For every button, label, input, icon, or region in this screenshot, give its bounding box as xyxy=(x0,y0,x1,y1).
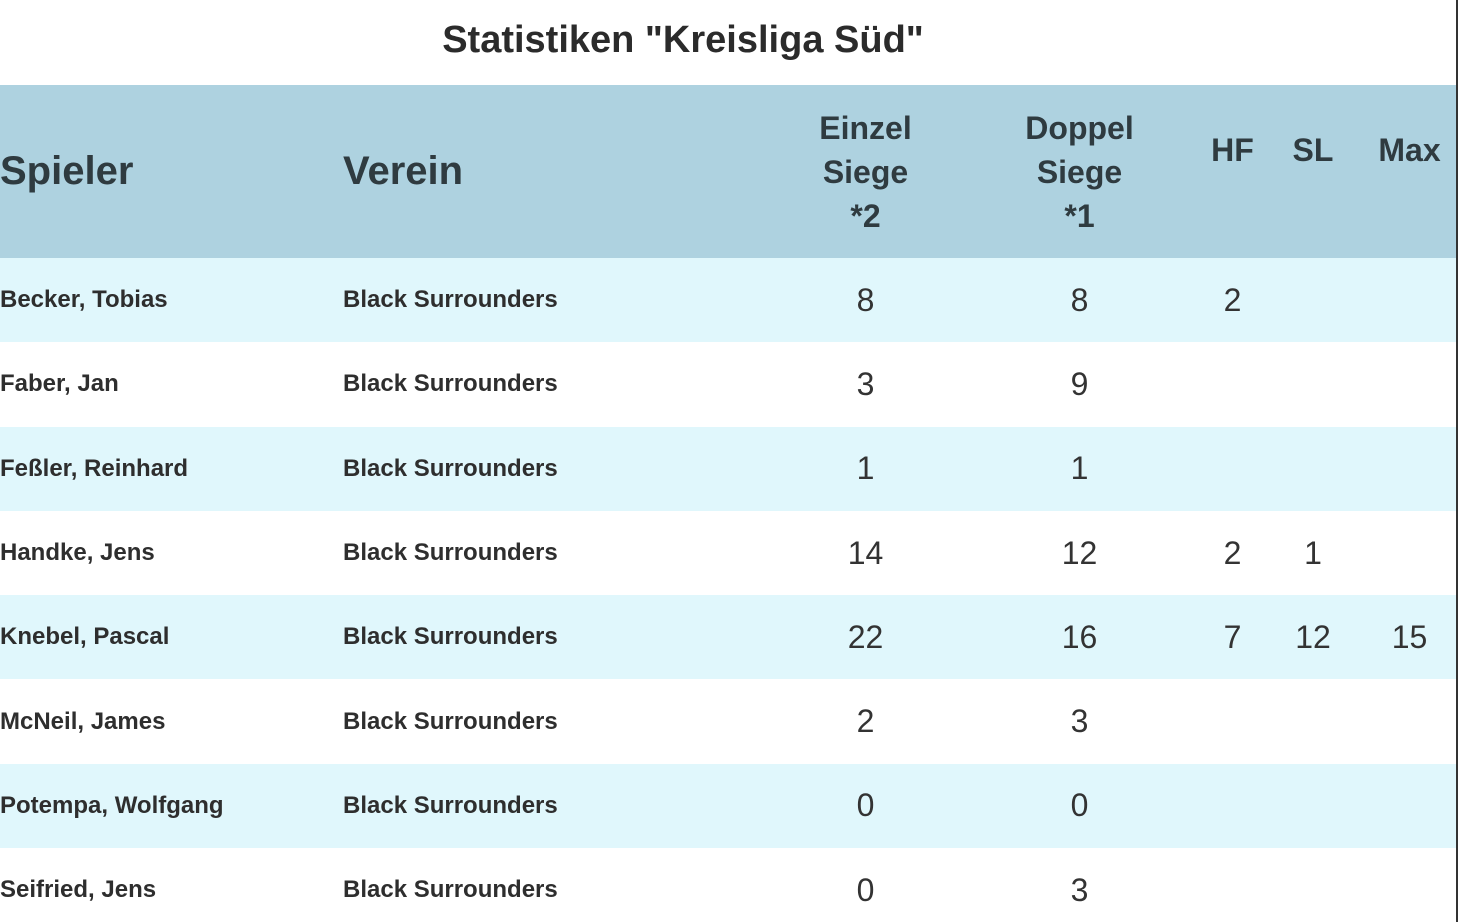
cell-einzel: 8 xyxy=(856,281,875,318)
cell-spieler: Knebel, Pascal xyxy=(0,623,170,651)
cell-max xyxy=(1362,342,1457,426)
table-row xyxy=(0,511,1457,595)
header-spieler[interactable]: Spieler xyxy=(0,149,134,193)
cell-hf xyxy=(1201,764,1264,848)
cell-einzel: 0 xyxy=(856,871,875,908)
cell-verein: Black Surrounders xyxy=(343,370,558,398)
cell-doppel: 16 xyxy=(1061,618,1098,655)
header-doppel-line-2: Siege xyxy=(1036,153,1123,190)
cell-spieler: Seifried, Jens xyxy=(0,876,157,904)
cell-doppel: 9 xyxy=(1070,365,1089,402)
header-max[interactable]: Max xyxy=(1378,132,1441,168)
cell-sl xyxy=(1264,342,1362,426)
cell-spieler: McNeil, James xyxy=(0,707,166,735)
cell-einzel: 1 xyxy=(856,450,875,487)
header-einzel-line-2: Siege xyxy=(822,153,909,190)
cell-max xyxy=(1362,764,1457,848)
cell-hf xyxy=(1201,848,1264,922)
cell-doppel: 0 xyxy=(1070,787,1089,824)
cell-spieler: Feßler, Reinhard xyxy=(0,454,189,482)
cell-hf: 2 xyxy=(1223,281,1242,318)
header-doppel-siege[interactable] xyxy=(958,85,1201,258)
cell-hf: 2 xyxy=(1223,534,1242,571)
cell-doppel: 3 xyxy=(1070,871,1089,908)
cell-doppel: 3 xyxy=(1070,703,1089,740)
table-row xyxy=(0,595,1457,679)
header-verein[interactable]: Verein xyxy=(343,149,464,193)
header-einzel-siege[interactable] xyxy=(773,85,958,258)
cell-max xyxy=(1362,427,1457,511)
cell-max xyxy=(1362,511,1457,595)
cell-verein: Black Surrounders xyxy=(343,454,558,482)
cell-doppel: 1 xyxy=(1070,450,1089,487)
header-doppel-line-1: Doppel xyxy=(1025,109,1134,146)
cell-hf xyxy=(1201,679,1264,763)
table-row xyxy=(0,427,1457,511)
cell-einzel: 2 xyxy=(856,703,875,740)
cell-sl: 1 xyxy=(1304,534,1322,571)
table-row xyxy=(0,258,1457,342)
cell-sl xyxy=(1264,427,1362,511)
table-body xyxy=(0,258,1457,922)
cell-verein: Black Surrounders xyxy=(343,707,558,735)
table-row xyxy=(0,848,1457,922)
cell-max xyxy=(1362,679,1457,763)
cell-doppel: 12 xyxy=(1061,534,1098,571)
cell-spieler: Potempa, Wolfgang xyxy=(0,791,224,819)
stats-table xyxy=(0,85,1457,922)
cell-sl: 12 xyxy=(1295,618,1331,655)
cell-verein: Black Surrounders xyxy=(343,286,558,314)
cell-verein: Black Surrounders xyxy=(343,791,558,819)
table-row xyxy=(0,764,1457,848)
page-edge-divider xyxy=(1456,0,1458,922)
cell-verein: Black Surrounders xyxy=(343,539,558,567)
cell-hf: 7 xyxy=(1223,618,1242,655)
cell-spieler: Handke, Jens xyxy=(0,539,155,567)
header-row xyxy=(0,85,1457,258)
cell-sl xyxy=(1264,258,1362,342)
cell-sl xyxy=(1264,764,1362,848)
header-einzel-line-1: Einzel xyxy=(819,109,912,146)
cell-einzel: 3 xyxy=(856,365,875,402)
cell-einzel: 22 xyxy=(847,618,884,655)
cell-verein: Black Surrounders xyxy=(343,876,558,904)
cell-hf xyxy=(1201,427,1264,511)
cell-verein: Black Surrounders xyxy=(343,623,558,651)
cell-sl xyxy=(1264,679,1362,763)
cell-max xyxy=(1362,258,1457,342)
cell-spieler: Becker, Tobias xyxy=(0,286,168,314)
header-hf[interactable]: HF xyxy=(1211,132,1254,168)
cell-einzel: 14 xyxy=(847,534,884,571)
table-row xyxy=(0,342,1457,426)
page-title: Statistiken "Kreisliga Süd" xyxy=(442,19,924,61)
header-einzel-line-3: *2 xyxy=(850,197,881,234)
cell-doppel: 8 xyxy=(1070,281,1089,318)
header-doppel-line-3: *1 xyxy=(1064,197,1095,234)
cell-hf xyxy=(1201,342,1264,426)
cell-spieler: Faber, Jan xyxy=(0,370,119,398)
cell-einzel: 0 xyxy=(856,787,875,824)
cell-sl xyxy=(1264,848,1362,922)
table-row xyxy=(0,679,1457,763)
header-sl[interactable]: SL xyxy=(1292,132,1334,168)
table-header xyxy=(0,85,1457,258)
cell-max xyxy=(1362,848,1457,922)
cell-max: 15 xyxy=(1391,618,1428,655)
